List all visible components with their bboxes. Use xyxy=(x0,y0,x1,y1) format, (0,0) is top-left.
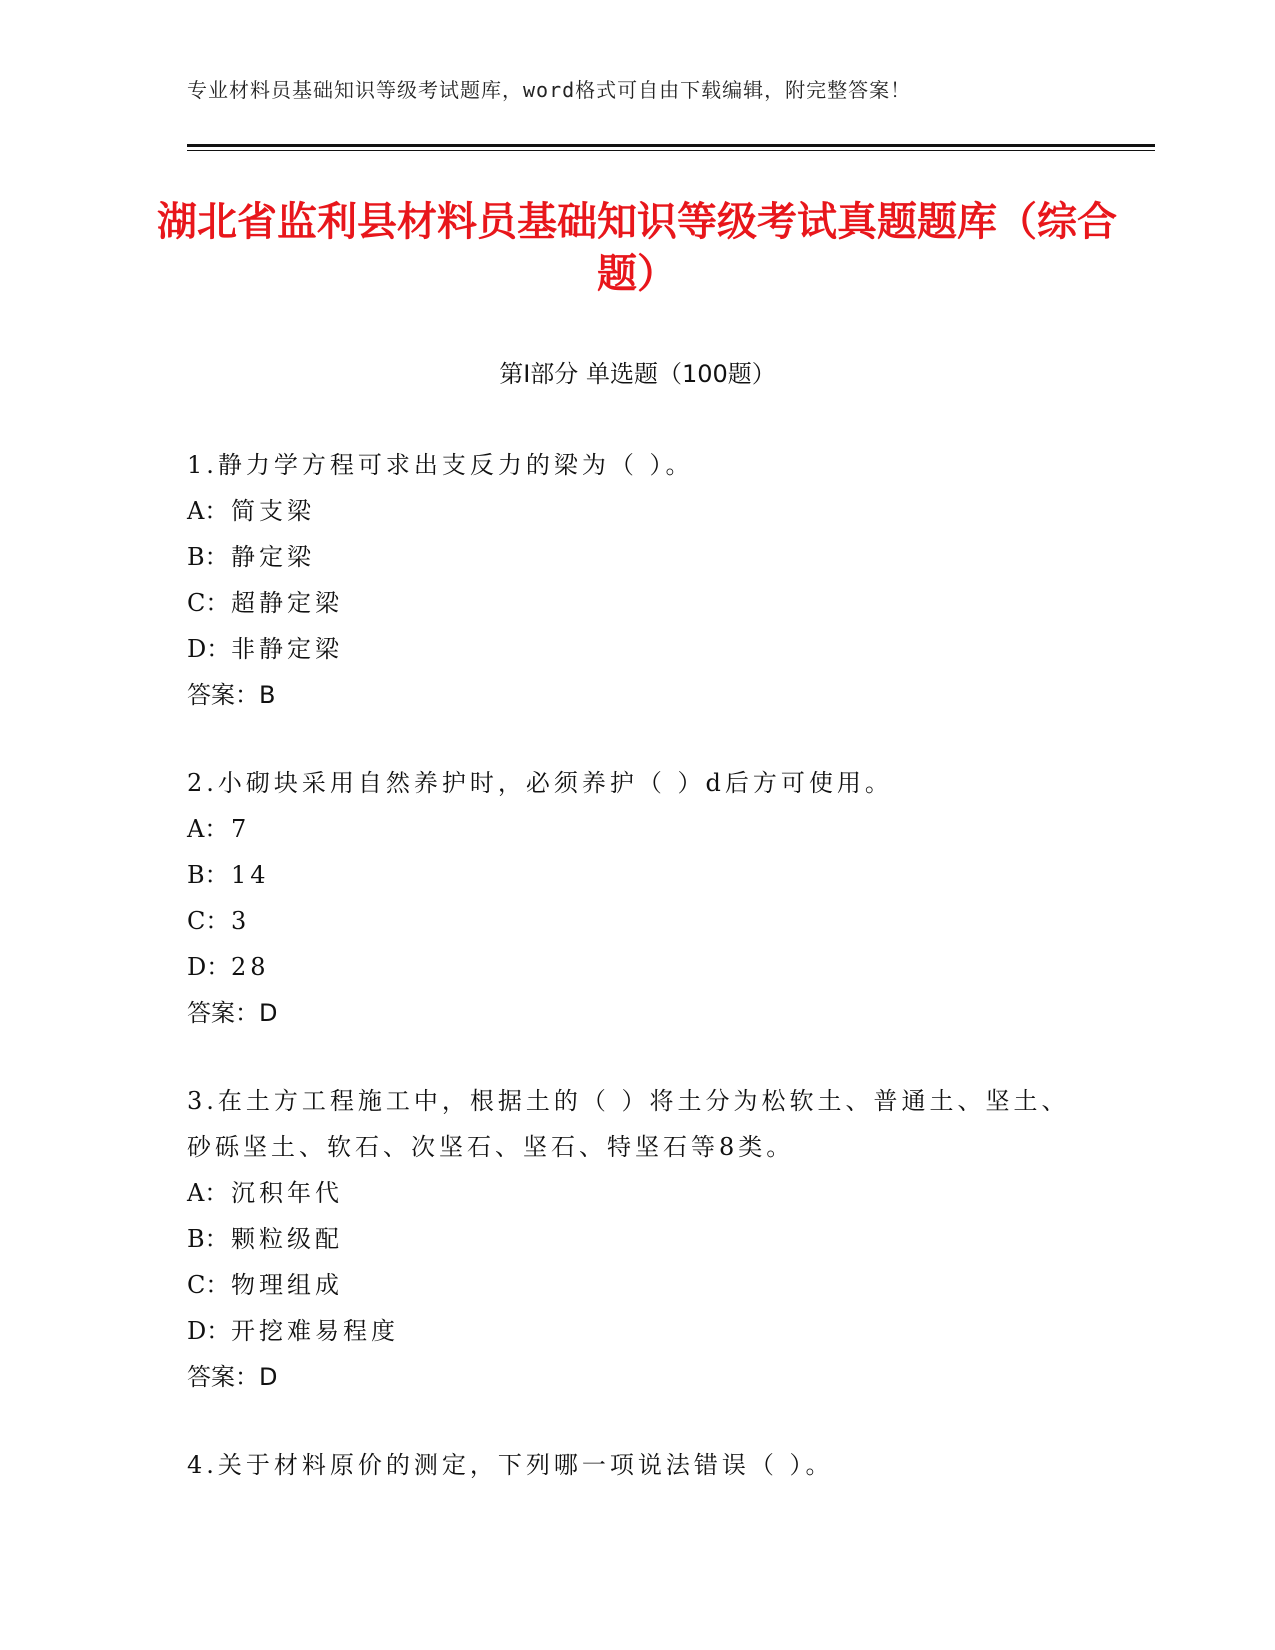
option-key: B： xyxy=(187,543,229,571)
option-b xyxy=(187,852,1087,898)
option-d xyxy=(187,626,1087,672)
option-c xyxy=(187,1262,1087,1308)
header-rule-thin xyxy=(187,150,1155,151)
header-note: 专业材料员基础知识等级考试题库，word格式可自由下载编辑，附完整答案！ xyxy=(187,78,912,102)
option-b xyxy=(187,1216,1087,1262)
option-d xyxy=(187,1308,1087,1354)
option-c xyxy=(187,580,1087,626)
answer-line: 答案：D xyxy=(187,999,278,1027)
option-key: C： xyxy=(187,907,230,935)
question-stem: 4.关于材料原价的测定，下列哪一项说法错误（ ）。 xyxy=(187,1451,834,1479)
question-2 xyxy=(187,760,1087,1036)
answer-line: 答案：D xyxy=(187,1363,278,1391)
question-4 xyxy=(187,1442,1087,1488)
option-text: 3 xyxy=(231,907,251,935)
option-text: 简支梁 xyxy=(231,497,315,525)
section-heading: 第Ⅰ部分 单选题（100题） xyxy=(499,360,776,388)
question-3 xyxy=(187,1078,1087,1400)
option-key: C： xyxy=(187,589,230,617)
option-text: 超静定梁 xyxy=(231,589,343,617)
option-key: C： xyxy=(187,1271,230,1299)
question-1 xyxy=(187,442,1087,718)
option-text: 开挖难易程度 xyxy=(231,1317,399,1345)
option-d xyxy=(187,944,1087,990)
option-a xyxy=(187,806,1087,852)
question-stem: 3.在土方工程施工中，根据土的（ ）将土分为松软土、普通土、坚土、砂砾坚土、软石、次坚石、坚石、特坚石等8类。 xyxy=(187,1087,1070,1161)
option-key: D： xyxy=(187,635,231,663)
option-text: 静定梁 xyxy=(231,543,315,571)
question-stem: 1.静力学方程可求出支反力的梁为（ ）。 xyxy=(187,451,694,479)
option-text: 14 xyxy=(231,861,270,889)
option-c xyxy=(187,898,1087,944)
header-rule-thick xyxy=(187,144,1155,147)
option-text: 物理组成 xyxy=(231,1271,343,1299)
option-key: D： xyxy=(187,1317,231,1345)
answer-line: 答案：B xyxy=(187,681,276,709)
option-text: 颗粒级配 xyxy=(231,1225,343,1253)
option-b xyxy=(187,534,1087,580)
question-list xyxy=(187,442,1087,1530)
option-a xyxy=(187,488,1087,534)
option-key: D： xyxy=(187,953,231,981)
option-key: A： xyxy=(187,497,229,525)
option-text: 非静定梁 xyxy=(231,635,343,663)
option-text: 沉积年代 xyxy=(231,1179,343,1207)
option-key: A： xyxy=(187,815,229,843)
option-text: 28 xyxy=(231,953,270,981)
question-stem: 2.小砌块采用自然养护时，必须养护（ ）d后方可使用。 xyxy=(187,769,893,797)
option-a xyxy=(187,1170,1087,1216)
option-key: B： xyxy=(187,1225,229,1253)
option-key: B： xyxy=(187,861,229,889)
document-title: 湖北省监利县材料员基础知识等级考试真题题库（综合题） xyxy=(157,199,1117,297)
option-text: 7 xyxy=(231,815,251,843)
option-key: A： xyxy=(187,1179,229,1207)
